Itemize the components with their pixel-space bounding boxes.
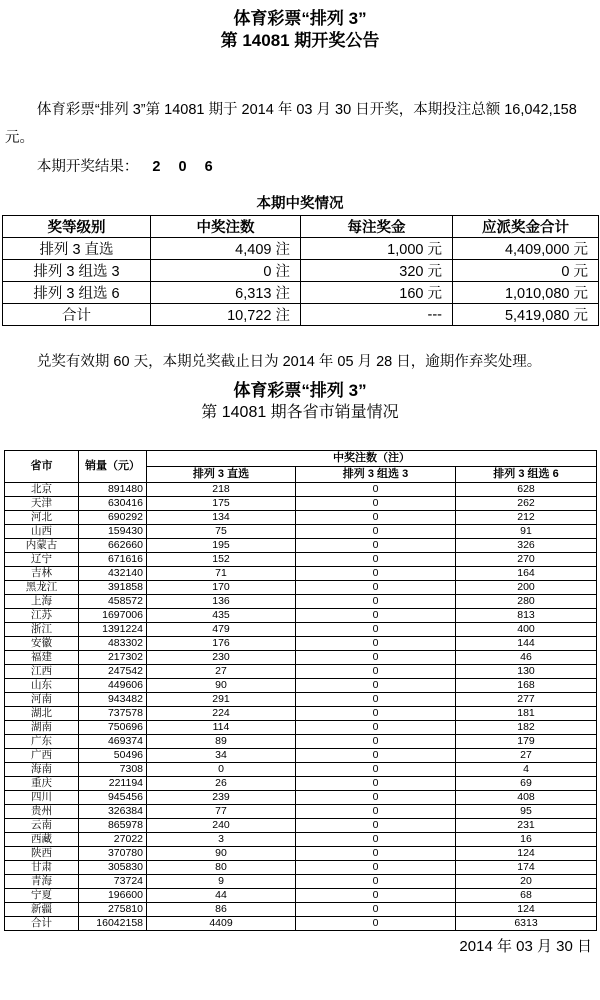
sales-table [4,450,597,931]
cell: 27 [147,665,296,679]
cell: 0 [296,861,456,875]
sales-subcol-zuxuan3: 排列 3 组选 3 [296,467,456,483]
cell: 175 [147,497,296,511]
table-row [5,567,597,581]
cell: 176 [147,637,296,651]
cell: 469374 [79,735,147,749]
cell: 10,722 注 [151,304,301,326]
cell: 275810 [79,903,147,917]
table-row [5,483,597,497]
sales-col-province: 省市 [5,451,79,483]
cell: 90 [147,679,296,693]
cell: 0 [296,889,456,903]
cell: 浙江 [5,623,79,637]
table-row [5,511,597,525]
cell: 326384 [79,805,147,819]
cell: 天津 [5,497,79,511]
table-row [3,238,599,260]
cell: 河北 [5,511,79,525]
table-row [5,707,597,721]
cell: --- [301,304,453,326]
cell: 50496 [79,749,147,763]
cell: 3 [147,833,296,847]
cell: 90 [147,847,296,861]
cell: 广东 [5,735,79,749]
cell: 0 [296,497,456,511]
cell: 重庆 [5,777,79,791]
cell: 160 元 [301,282,453,304]
cell: 320 元 [301,260,453,282]
table-row [5,651,597,665]
prize-col-amount: 每注奖金 [301,216,453,238]
cell: 164 [456,567,597,581]
cell: 69 [456,777,597,791]
cell: 435 [147,609,296,623]
cell: 71 [147,567,296,581]
cell: 305830 [79,861,147,875]
cell: 46 [456,651,597,665]
cell: 宁夏 [5,889,79,903]
cell: 0 [296,693,456,707]
cell: 0 [296,581,456,595]
cell: 690292 [79,511,147,525]
cell: 0 元 [453,260,599,282]
cell: 0 [296,637,456,651]
announcement-title [0,8,600,52]
table-row [5,875,597,889]
cell: 945456 [79,791,147,805]
table-row [5,749,597,763]
cell: 0 [147,763,296,777]
cell: 山东 [5,679,79,693]
cell: 0 [296,567,456,581]
cell: 174 [456,861,597,875]
cell: 贵州 [5,805,79,819]
cell: 195 [147,539,296,553]
table-row [5,805,597,819]
cell: 0 [296,623,456,637]
cell: 200 [456,581,597,595]
cell: 吉林 [5,567,79,581]
table-row [5,777,597,791]
cell: 西藏 [5,833,79,847]
prize-col-level: 奖等级别 [3,216,151,238]
cell: 江苏 [5,609,79,623]
cell: 813 [456,609,597,623]
cell: 136 [147,595,296,609]
cell: 0 [296,777,456,791]
cell: 0 [296,917,456,931]
cell: 海南 [5,763,79,777]
table-row [5,679,597,693]
cell: 224 [147,707,296,721]
prize-col-count: 中奖注数 [151,216,301,238]
table-row [5,819,597,833]
cell: 山西 [5,525,79,539]
table-row [5,693,597,707]
cell: 89 [147,735,296,749]
cell: 628 [456,483,597,497]
prize-table-title: 本期中奖情况 [256,196,344,212]
cell: 0 [296,609,456,623]
cell: 130 [456,665,597,679]
cell: 124 [456,847,597,861]
cell: 0 [296,679,456,693]
cell: 青海 [5,875,79,889]
cell: 0 [296,847,456,861]
cell: 27 [456,749,597,763]
cell: 26 [147,777,296,791]
cell: 0 [296,553,456,567]
cell: 196600 [79,889,147,903]
cell: 0 [296,651,456,665]
cell: 124 [456,903,597,917]
cell: 湖北 [5,707,79,721]
sales-subcol-zhixuan: 排列 3 直选 [147,467,296,483]
cell: 458572 [79,595,147,609]
table-row [3,282,599,304]
cell: 891480 [79,483,147,497]
cell: 262 [456,497,597,511]
table-row [5,637,597,651]
cell: 182 [456,721,597,735]
cell: 辽宁 [5,553,79,567]
table-row [5,903,597,917]
cell: 277 [456,693,597,707]
cell: 217302 [79,651,147,665]
sales-table-body [5,483,597,931]
table-row [5,735,597,749]
draw-result-label: 本期开奖结果： [36,159,139,175]
cell: 排列 3 直选 [3,238,151,260]
cell: 247542 [79,665,147,679]
cell: 16 [456,833,597,847]
cell: 432140 [79,567,147,581]
cell: 280 [456,595,597,609]
cell: 4,409,000 元 [453,238,599,260]
cell: 221194 [79,777,147,791]
cell: 0 [296,539,456,553]
sales-section-title [0,380,600,424]
cell: 662660 [79,539,147,553]
cell: 865978 [79,819,147,833]
cell: 34 [147,749,296,763]
table-row [5,595,597,609]
cell: 391858 [79,581,147,595]
cell: 5,419,080 元 [453,304,599,326]
cell: 212 [456,511,597,525]
table-row [5,847,597,861]
cell: 80 [147,861,296,875]
announcement-title-line1: 体育彩票“排列 3” [233,9,367,28]
sales-col-winning-group: 中奖注数（注） [147,451,597,467]
cell: 0 注 [151,260,301,282]
cell: 4409 [147,917,296,931]
cell: 20 [456,875,597,889]
cell: 四川 [5,791,79,805]
draw-result-digits: 2 0 6 [152,159,220,175]
cell: 75 [147,525,296,539]
cell: 671616 [79,553,147,567]
table-row [3,260,599,282]
cell: 0 [296,525,456,539]
cell: 0 [296,721,456,735]
cell: 943482 [79,693,147,707]
cell: 1,000 元 [301,238,453,260]
sales-table-header-row1 [5,451,597,467]
cell: 陕西 [5,847,79,861]
cell: 239 [147,791,296,805]
cell: 0 [296,805,456,819]
cell: 0 [296,903,456,917]
table-row [5,763,597,777]
cell: 0 [296,665,456,679]
cell: 新疆 [5,903,79,917]
table-row [5,665,597,679]
cell: 483302 [79,637,147,651]
cell: 黑龙江 [5,581,79,595]
table-row [5,539,597,553]
cell: 159430 [79,525,147,539]
cell: 168 [456,679,597,693]
cell: 0 [296,819,456,833]
table-row [5,861,597,875]
cell: 0 [296,707,456,721]
cell: 0 [296,749,456,763]
cell: 134 [147,511,296,525]
intro-paragraph: 体育彩票“排列 3”第 14081 期于 2014 年 03 月 30 日开奖，本期投注总额 16,042,158 元。 [5,102,577,146]
footer-date: 2014 年 03 月 30 日 [459,938,592,955]
cell: 9 [147,875,296,889]
cell: 云南 [5,819,79,833]
cell: 4 [456,763,597,777]
cell: 1697006 [79,609,147,623]
cell: 44 [147,889,296,903]
cell: 449606 [79,679,147,693]
table-row [5,525,597,539]
cell: 合计 [5,917,79,931]
prize-table-header-row [3,216,599,238]
table-row [5,833,597,847]
cell: 326 [456,539,597,553]
redeem-note: 兑奖有效期 60 天，本期兑奖截止日为 2014 年 05 月 28 日，逾期作弃奖处理。 [36,354,542,370]
cell: 上海 [5,595,79,609]
cell: 福建 [5,651,79,665]
cell: 0 [296,595,456,609]
cell: 1391224 [79,623,147,637]
cell: 0 [296,763,456,777]
cell: 江西 [5,665,79,679]
cell: 27022 [79,833,147,847]
prize-col-total: 应派奖金合计 [453,216,599,238]
cell: 114 [147,721,296,735]
table-row [5,917,597,931]
cell: 安徽 [5,637,79,651]
cell: 479 [147,623,296,637]
table-row [5,497,597,511]
sales-col-sales: 销量（元） [79,451,147,483]
cell: 152 [147,553,296,567]
table-row [5,721,597,735]
sales-title-line1: 体育彩票“排列 3” [233,381,367,400]
table-row [5,791,597,805]
cell: 91 [456,525,597,539]
table-row [5,889,597,903]
announcement-title-line2: 第 14081 期开奖公告 [220,31,380,50]
cell: 甘肃 [5,861,79,875]
draw-result-line [5,154,595,180]
table-row [5,553,597,567]
cell: 排列 3 组选 6 [3,282,151,304]
cell: 181 [456,707,597,721]
sales-subcol-zuxuan6: 排列 3 组选 6 [456,467,597,483]
cell: 218 [147,483,296,497]
cell: 湖南 [5,721,79,735]
cell: 0 [296,791,456,805]
cell: 630416 [79,497,147,511]
cell: 排列 3 组选 3 [3,260,151,282]
cell: 0 [296,483,456,497]
cell: 河南 [5,693,79,707]
cell: 77 [147,805,296,819]
cell: 408 [456,791,597,805]
cell: 1,010,080 元 [453,282,599,304]
table-row [5,581,597,595]
cell: 广西 [5,749,79,763]
cell: 4,409 注 [151,238,301,260]
cell: 95 [456,805,597,819]
cell: 北京 [5,483,79,497]
cell: 0 [296,833,456,847]
cell: 6313 [456,917,597,931]
table-row [5,609,597,623]
cell: 179 [456,735,597,749]
cell: 7308 [79,763,147,777]
cell: 0 [296,875,456,889]
cell: 400 [456,623,597,637]
sales-title-line2: 第 14081 期各省市销量情况 [201,404,399,421]
cell: 291 [147,693,296,707]
cell: 230 [147,651,296,665]
cell: 合计 [3,304,151,326]
cell: 231 [456,819,597,833]
prize-table-body [3,238,599,326]
cell: 0 [296,511,456,525]
cell: 68 [456,889,597,903]
table-row [5,623,597,637]
cell: 170 [147,581,296,595]
cell: 370780 [79,847,147,861]
cell: 16042158 [79,917,147,931]
cell: 144 [456,637,597,651]
cell: 内蒙古 [5,539,79,553]
cell: 0 [296,735,456,749]
cell: 73724 [79,875,147,889]
cell: 6,313 注 [151,282,301,304]
cell: 240 [147,819,296,833]
table-row [3,304,599,326]
prize-table [2,215,599,326]
cell: 750696 [79,721,147,735]
cell: 737578 [79,707,147,721]
cell: 270 [456,553,597,567]
cell: 86 [147,903,296,917]
